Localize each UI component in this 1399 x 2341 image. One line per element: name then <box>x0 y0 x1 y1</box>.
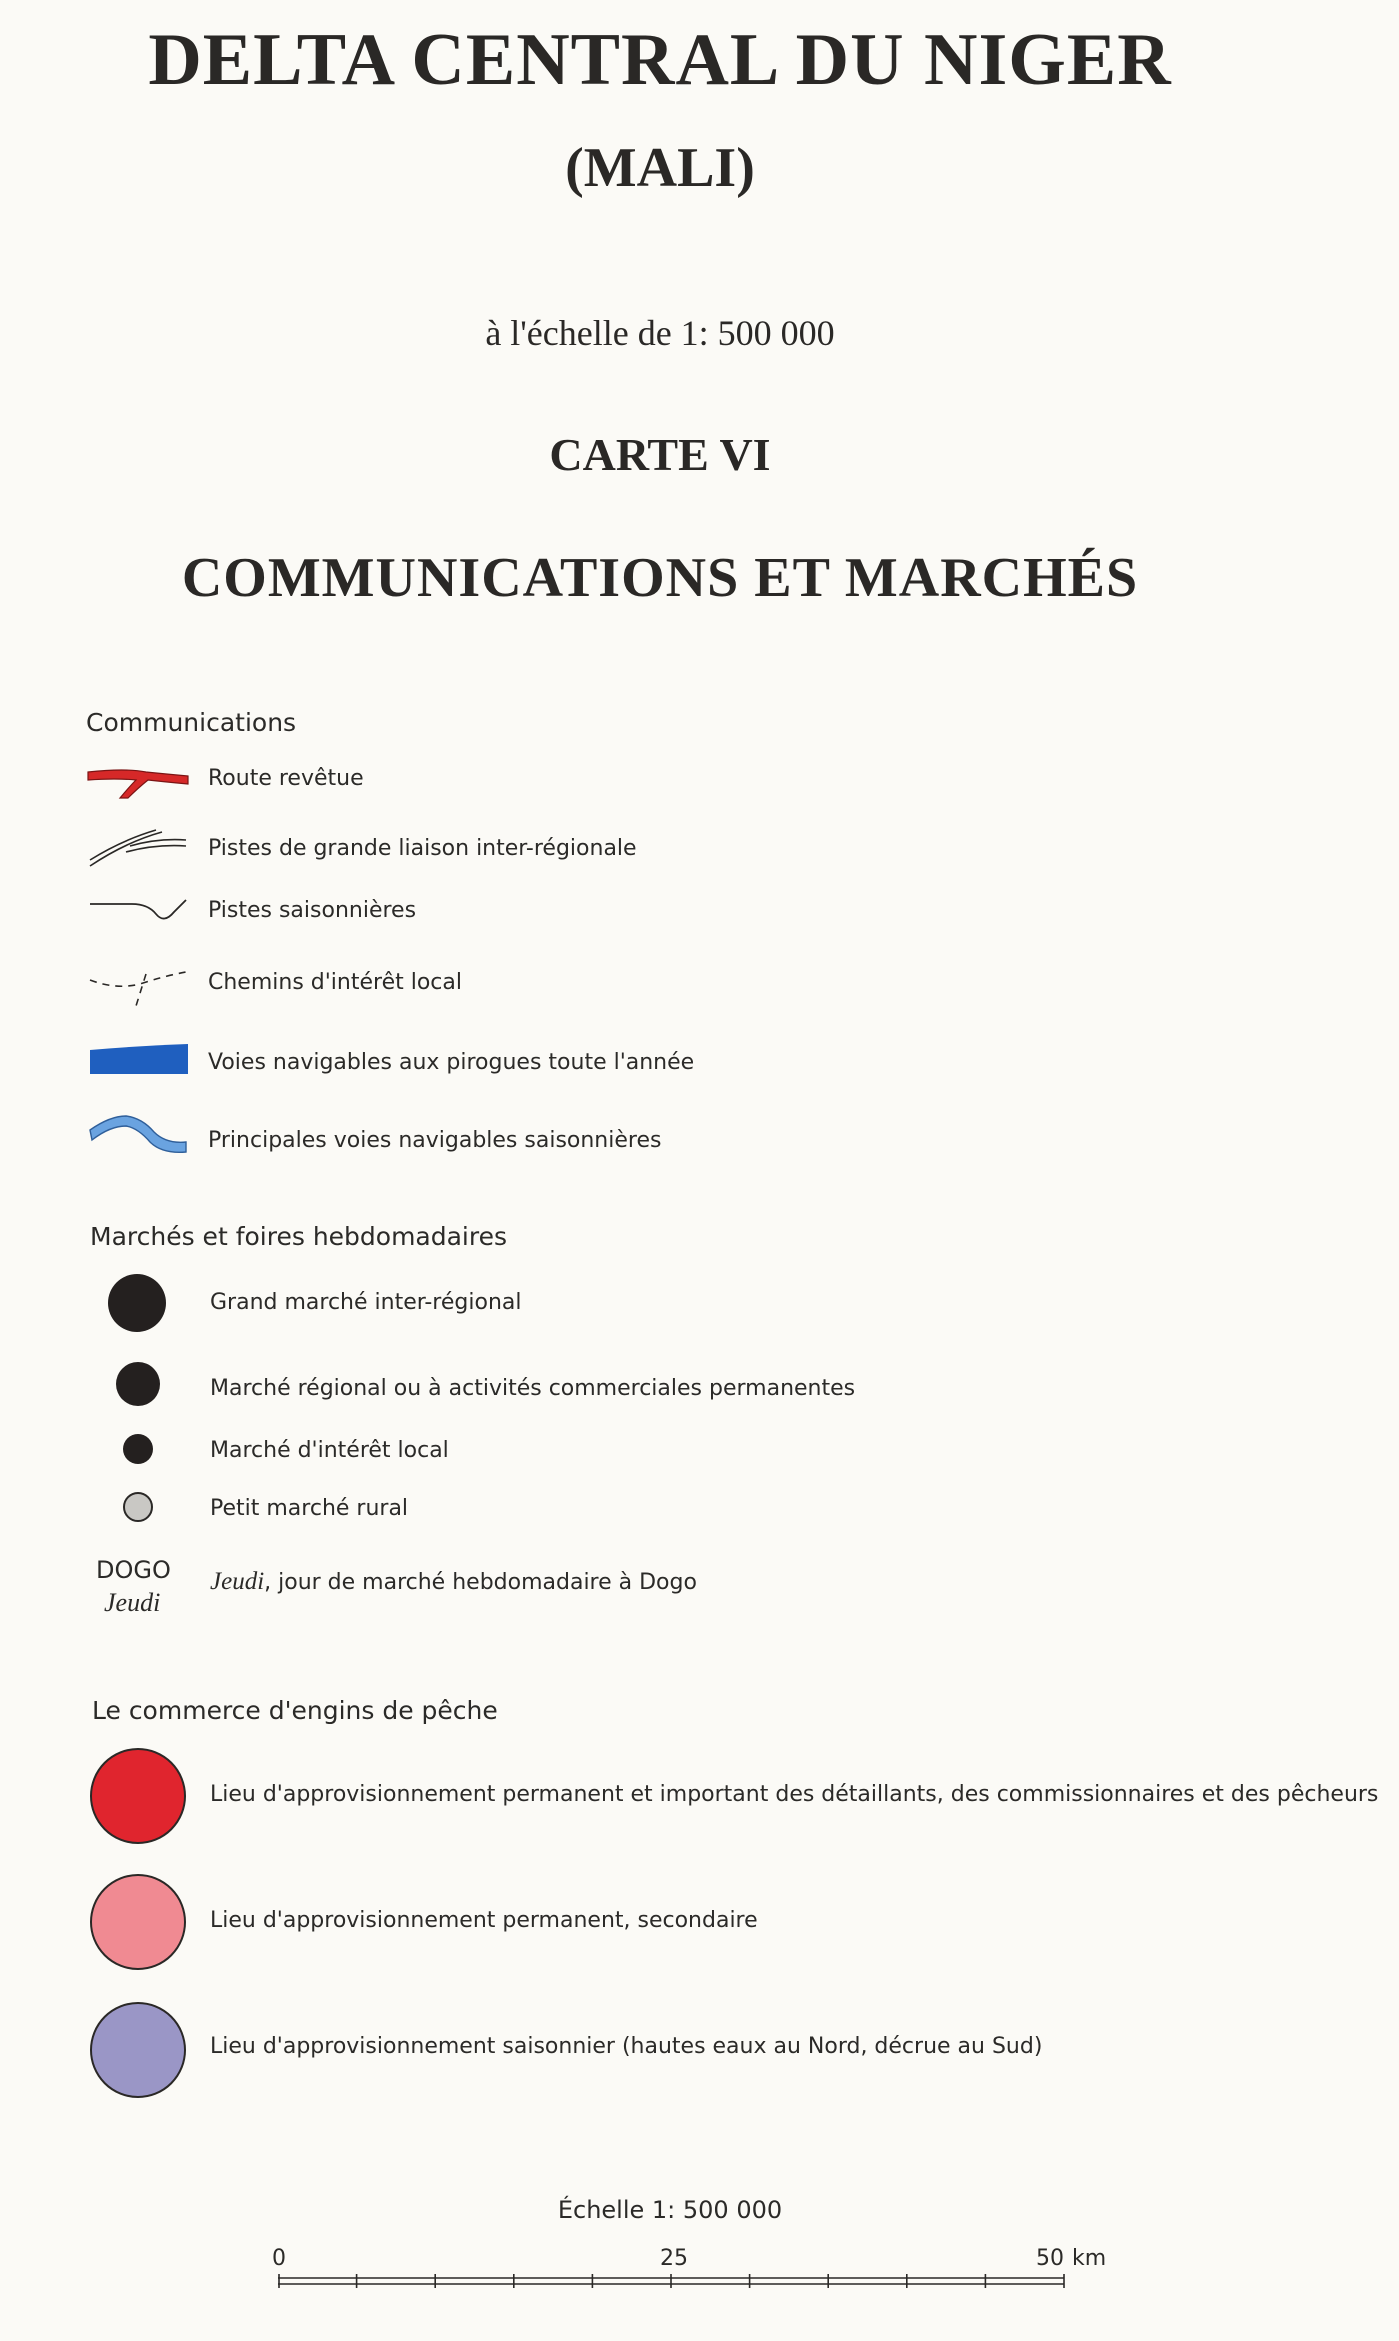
primary-supply-circle-icon <box>90 1748 186 1844</box>
map-number: CARTE VI <box>549 429 771 480</box>
local-path-icon <box>86 962 190 1012</box>
secondary-supply-circle-icon <box>90 1874 186 1970</box>
rural-market-dot-icon <box>123 1492 153 1522</box>
scale-tick-25: 25 <box>660 2246 688 2271</box>
example-desc-rest: , jour de marché hebdomadaire à Dogo <box>264 1570 697 1595</box>
map-subtitle: (MALI) <box>565 137 755 199</box>
legend-label-seasonal-waterway: Principales voies navigables saisonnières <box>208 1128 662 1153</box>
scale-tick-0: 0 <box>272 2246 286 2271</box>
communications-section-title: Communications <box>86 708 297 737</box>
example-place-name: DOGO <box>96 1556 171 1584</box>
legend-label-local-path: Chemins d'intérêt local <box>208 970 462 995</box>
map-theme-title: COMMUNICATIONS ET MARCHÉS <box>181 547 1139 609</box>
legend-label-primary-supply: Lieu d'approvisionnement permanent et important des détaillants, des commissionnaires et des pêcheurs <box>210 1782 1379 1807</box>
year-round-waterway-icon <box>86 1040 190 1080</box>
seasonal-supply-circle-icon <box>90 2002 186 2098</box>
example-market-day: Jeudi <box>104 1588 161 1617</box>
scale-tick-50: 50 <box>1036 2246 1064 2271</box>
fishing-gear-section-title: Le commerce d'engins de pêche <box>92 1696 498 1725</box>
scale-bar <box>278 2274 1068 2288</box>
map-main-title: DELTA CENTRAL DU NIGER <box>148 19 1172 101</box>
scale-statement: à l'échelle de 1: 500 000 <box>485 313 835 353</box>
legend-label-rural-market: Petit marché rural <box>210 1496 409 1521</box>
legend-label-market-day-example <box>210 1568 697 1596</box>
legend-label-local-market: Marché d'intérêt local <box>210 1438 449 1463</box>
seasonal-track-icon <box>86 894 190 930</box>
legend-label-large-market: Grand marché inter-régional <box>210 1290 522 1315</box>
legend-label-secondary-supply: Lieu d'approvisionnement permanent, secondaire <box>210 1908 758 1933</box>
seasonal-waterway-icon <box>86 1108 190 1158</box>
legend-label-seasonal-supply: Lieu d'approvisionnement saisonnier (hautes eaux au Nord, décrue au Sud) <box>210 2034 1043 2059</box>
scale-title: Échelle 1: 500 000 <box>557 2196 783 2224</box>
local-market-dot-icon <box>123 1434 153 1464</box>
legend-label-year-round-waterway: Voies navigables aux pirogues toute l'année <box>208 1050 695 1075</box>
interregional-track-icon <box>86 826 190 872</box>
paved-road-icon <box>86 758 190 802</box>
regional-market-dot-icon <box>116 1362 160 1406</box>
markets-section-title: Marchés et foires hebdomadaires <box>90 1222 508 1251</box>
large-market-dot-icon <box>108 1274 166 1332</box>
legend-label-interregional-track: Pistes de grande liaison inter-régionale <box>208 836 637 861</box>
legend-label-paved-road: Route revêtue <box>208 766 364 791</box>
example-desc-day: Jeudi <box>210 1568 265 1595</box>
legend-label-seasonal-track: Pistes saisonnières <box>208 898 417 923</box>
legend-label-regional-market: Marché régional ou à activités commerciales permanentes <box>210 1376 856 1401</box>
scale-unit: km <box>1072 2246 1107 2271</box>
